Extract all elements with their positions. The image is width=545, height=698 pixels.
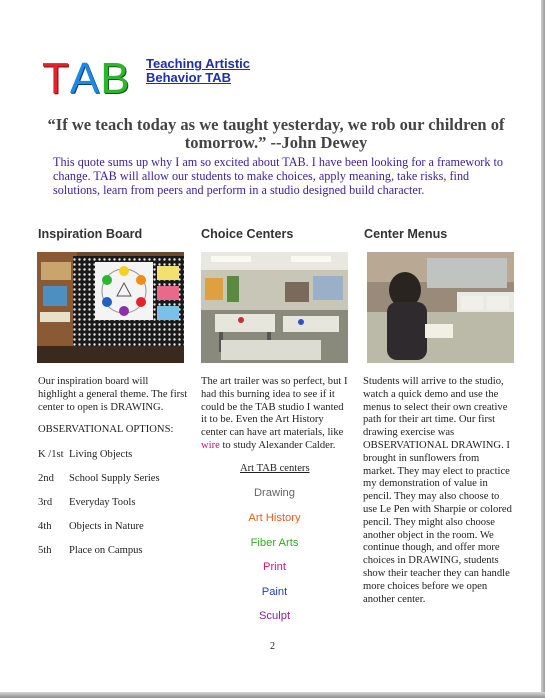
title-link[interactable] — [146, 57, 250, 85]
option-row — [38, 497, 135, 508]
page-number: 2 — [270, 641, 275, 652]
heading-inspiration-board: Inspiration Board — [38, 227, 143, 241]
logo-letter-t: T — [42, 54, 70, 103]
option-row — [38, 545, 143, 556]
title-line-1: Teaching Artistic — [146, 56, 251, 71]
heading-choice-centers: Choice Centers — [201, 227, 294, 241]
heading-center-menus: Center Menus — [364, 227, 448, 241]
observational-options-heading: OBSERVATIONAL OPTIONS: — [38, 424, 174, 435]
center-item-paint: Paint — [261, 586, 288, 598]
logo-letter-a: A — [69, 54, 101, 103]
center-item-sculpt: Sculpt — [258, 610, 291, 622]
choice-centers-photo — [201, 252, 348, 363]
option-topic: Place on Campus — [69, 545, 143, 556]
center-item-fiber-arts: Fiber Arts — [250, 537, 299, 549]
tab-logo — [42, 55, 131, 103]
intro-paragraph: This quote sums up why I am so excited about TAB. I have been looking for a framework to change. TAB will allow our students to make choices, apply meaning, take risks, find solutions, learn from peers and perform in a studio designed build character. — [53, 155, 503, 197]
option-topic: Living Objects — [69, 449, 133, 460]
title-line-2: Behavior TAB — [146, 70, 231, 85]
center-item-art-history: Art History — [248, 512, 301, 524]
choice-body-after: to study Alexander Calder. — [219, 439, 336, 451]
option-topic: Everyday Tools — [69, 497, 136, 508]
option-row — [38, 473, 160, 484]
option-row — [38, 449, 132, 460]
inspiration-board-photo — [37, 252, 184, 363]
center-item-print: Print — [262, 561, 286, 573]
choice-body-before: The art trailer was so perfect, but I had this burning idea to see if it could be the TAB studio I wanted it to be. Even the Art History center can have art materials, like — [201, 376, 348, 439]
option-level: 4th — [38, 521, 52, 532]
option-topic: Objects in Nature — [69, 521, 144, 532]
choice-body-highlight: wire — [201, 439, 220, 451]
option-level: 5th — [38, 545, 52, 556]
center-item-drawing: Drawing — [253, 487, 296, 499]
choice-centers-body — [201, 376, 349, 453]
dewey-quote: “If we teach today as we taught yesterday, we rob our children of tomorrow.” --John Dewey — [47, 115, 505, 152]
center-menus-body: Students will arrive to the studio, watch a quick demo and use the menus to select their own creative path for their art time. Our first drawing exercise was OBSERVATIONAL DRAWING. I brought in sunflowers from market. They may elect to practice my demonstration of value in pencil. They may also choose to use Le Pen with Sharpie or colored pencil. They might also choose another object in the room. We continue though, and offer more choices in DRAWING, students show their teacher they can handle more choices before we open another center. — [363, 376, 512, 605]
page-edge-right — [541, 0, 545, 698]
option-topic: School Supply Series — [69, 473, 160, 484]
art-tab-centers-heading: Art TAB centers — [240, 463, 310, 474]
option-level: 2nd — [38, 473, 54, 484]
center-menus-photo — [367, 252, 514, 363]
logo-letter-b: B — [100, 54, 131, 103]
option-level: 3rd — [38, 497, 53, 508]
option-row — [38, 521, 144, 532]
option-level: K /1st — [38, 449, 64, 460]
inspiration-body: Our inspiration board will highlight a general theme. The first center to open is DRAWING. — [38, 376, 188, 413]
page-edge-bottom — [0, 692, 545, 698]
